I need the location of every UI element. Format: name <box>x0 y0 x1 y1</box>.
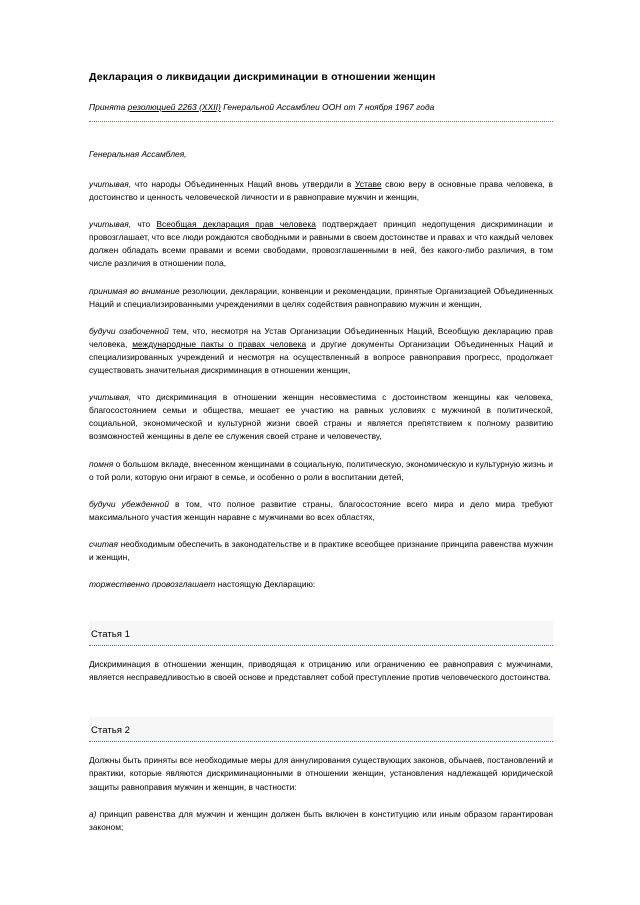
preamble-paragraph <box>89 524 553 564</box>
document-body <box>89 0 553 834</box>
preamble-text-before: что дискриминация в отношении женщин несовместима с достоинством женщины как человека, благосостоянием семьи и общества, мешает ее участию на равных условиях с мужчиной в политической, социальной, экономической и культурной жизни своей страны и является препятствием к полному развитию возможностей женщины в деле ее служения своей стране и человечеству, <box>89 392 553 442</box>
preamble-keyword: помня <box>89 458 114 469</box>
preamble-paragraph <box>89 204 553 270</box>
preamble-text-after: подтверждает принцип недопущения дискриминации и провозглашает, что все люди рождаются свободными и равными в своем достоинстве и правах и что каждый человек должен обладать всеми правами и всеми свободами, провозглашенными в ней, без какого-либо различия, в том числе различия в отношении пола, <box>89 219 553 269</box>
clause-text: принцип равенства для мужчин и женщин должен быть включен в конституцию или иным образом гарантирован законом; <box>89 808 553 832</box>
document-subtitle <box>89 84 553 114</box>
proclamation-paragraph <box>89 564 553 591</box>
preamble-keyword: считая <box>89 538 119 549</box>
preamble-keyword: учитывая, <box>89 179 132 189</box>
preamble-keyword: принимая во внимание <box>89 285 180 296</box>
preamble-text-before: необходимым обеспечить в законодательстве и в практике всеобщее признание принципа равенства мужчин и женщин, <box>89 538 553 562</box>
subtitle-prefix: Принята <box>89 102 128 112</box>
preamble-text-after: и другие документы Организации Объединенных Наций и специализированных учреждений и несмотря на осуществленный в вопросе равноправия прогресс, продолжает существовать значительная дискриминация в отношении женщин, <box>89 338 553 376</box>
preamble-keyword: учитывая, <box>89 392 132 403</box>
preamble-paragraph <box>89 444 553 484</box>
preamble-text-after: свою веру в основные права человека, в достоинство и ценность человеческой личности и в равноправие мужчин и женщин, <box>89 179 553 203</box>
charter-link[interactable]: Уставе <box>355 179 382 189</box>
preamble-keyword: учитывая, <box>89 219 132 230</box>
resolution-link[interactable]: резолюцией 2263 (XXII) <box>127 102 221 112</box>
preamble-paragraph <box>89 377 553 443</box>
preamble-text-before: тем, что, несмотря на Устав Организации Объединенных Наций, Всеобщую декларацию прав человека, <box>89 325 554 349</box>
preamble-keyword: будучи озабоченной <box>89 325 169 336</box>
preamble-text-before: что народы Объединенных Наций вновь утвердили в <box>131 179 356 189</box>
page-title: Декларация о ликвидации дискриминации в отношении женщин <box>89 71 436 83</box>
preamble-keyword: будучи убежденной <box>89 498 170 509</box>
clause-marker: a) <box>89 808 97 819</box>
preamble-text-before: резолюции, декларации, конвенции и рекомендации, принятые Организацией Объединенных Наций и специализированными учреждениями в целях содействия равноправию мужчин и женщин, <box>89 285 553 309</box>
subtitle-suffix: Генеральной Ассамблеи ООН от 7 ноября 1967 года <box>220 102 435 112</box>
preamble-text-before: о большом вкладе, внесенном женщинами в социальную, политическую, экономическую и культурную жизнь и о той роли, которую они играют в семье, и особенно о роли в воспитании детей, <box>89 458 553 482</box>
article-2-clause-a <box>89 794 553 834</box>
udhr-link[interactable]: Всеобщая декларация прав человека <box>156 219 316 230</box>
preamble-paragraph <box>89 484 553 524</box>
preamble-text-before: что <box>131 219 157 230</box>
article-heading-1: Статья 1 <box>89 621 553 646</box>
preamble-paragraph <box>89 271 553 311</box>
article-body-2: Должны быть приняты все необходимые меры для аннулирования существующих законов, обычаев, постановлений и практики, которые являются дискриминационными в отношении женщин, установления надлежащей юридической защиты равноправия мужчин и женщин, в частности: <box>89 755 553 792</box>
article-body-1: Дискриминация в отношении женщин, приводящая к отрицанию или ограничению ее равноправия с мужчинами, является несправедливостью в своей основе и представляет собой преступление против человеческого достоинства. <box>89 659 553 683</box>
preamble-text-before: в том, что полное развитие страны, благосостояние всего мира и дело мира требуют максимального участия женщин наравне с мужчинами во всех областях, <box>89 498 553 522</box>
preamble-paragraph <box>89 161 553 204</box>
proclamation-text: настоящую Декларацию: <box>215 579 316 590</box>
preamble-paragraph <box>89 311 553 377</box>
proclamation-keyword: торжественно провозглашает <box>89 579 216 590</box>
covenants-link[interactable]: международные пакты о правах человека <box>132 338 307 349</box>
salutation: Генеральная Ассамблея, <box>89 149 187 159</box>
article-heading-2: Статья 2 <box>89 717 553 742</box>
